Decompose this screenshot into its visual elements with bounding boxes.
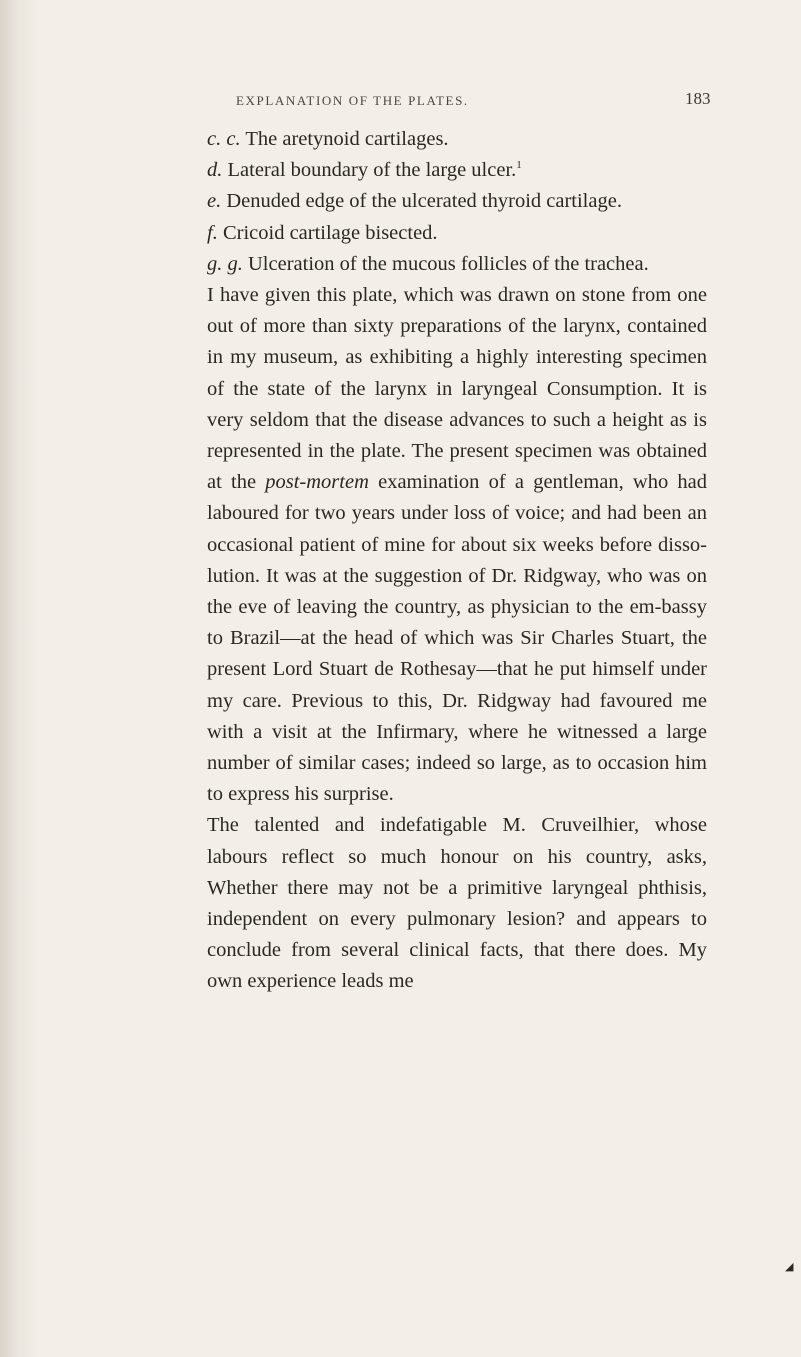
legend-text: Ulceration of the mucous follicles of the trachea. bbox=[248, 252, 649, 275]
legend-item-e bbox=[207, 186, 707, 217]
legend-item-c bbox=[207, 124, 707, 155]
page-edge-mark: ◢ bbox=[785, 1261, 794, 1273]
footnote-marker: 1 bbox=[516, 159, 522, 172]
legend-item-d bbox=[207, 155, 707, 186]
paragraph-cruveilhier: The talented and indefatigable M. Cruveilhier, whose labours reflect so much honour on his country, asks, Whether there may not be a primitive laryngeal phthisis, independent on every pulmonary lesion? and appears to conclude from several clinical facts, that there does. My own experience leads me bbox=[207, 814, 707, 993]
legend-key: c. c. bbox=[207, 128, 241, 150]
legend-item-g bbox=[207, 249, 707, 280]
paragraph-plate-description bbox=[207, 280, 707, 810]
legend-text: Denuded edge of the ulcerated thyroid cartilage. bbox=[226, 190, 622, 213]
legend-key: e. bbox=[207, 190, 222, 213]
legend-text: The aretynoid cartilages. bbox=[245, 128, 449, 150]
italic-term: post-mortem bbox=[265, 471, 369, 494]
legend-key: d. bbox=[207, 159, 223, 182]
legend-key: f. bbox=[207, 221, 218, 244]
page-number: 183 bbox=[685, 89, 711, 108]
legend-key: g. g. bbox=[207, 252, 243, 275]
running-head: EXPLANATION OF THE PLATES. bbox=[236, 93, 469, 108]
legend-text: Cricoid cartilage bisected. bbox=[222, 221, 438, 244]
body-text bbox=[207, 124, 707, 998]
legend-text: Lateral boundary of the large ulcer. bbox=[227, 159, 517, 182]
legend-item-f bbox=[207, 218, 707, 249]
paragraph-text: examination of a gentleman, who had laboured for two years under loss of voice; and had been an occasional patient of mine for about six weeks before disso-lution. It was at the suggestion of Dr. Ridgway, who was on the eve of leaving the country, as physician to the em-bassy to Brazil—at the head of which was Sir Charles Stuart, the present Lord Stuart de Rothesay—that he put himself under my care. Previous to this, Dr. Ridgway had favoured me with a visit at the Infirmary, where he witnessed a large number of similar cases; indeed so large, as to occasion him to express his surprise. bbox=[207, 471, 708, 806]
paragraph-text: I have given this plate, which was drawn on stone from one out of more than sixty preparations of the larynx, contained in my museum, as exhibiting a highly interesting specimen of the state of the larynx in laryngeal Consumption. It is very seldom that the disease advances to such a height as is represented in the plate. The present specimen was obtained at the bbox=[207, 284, 707, 494]
